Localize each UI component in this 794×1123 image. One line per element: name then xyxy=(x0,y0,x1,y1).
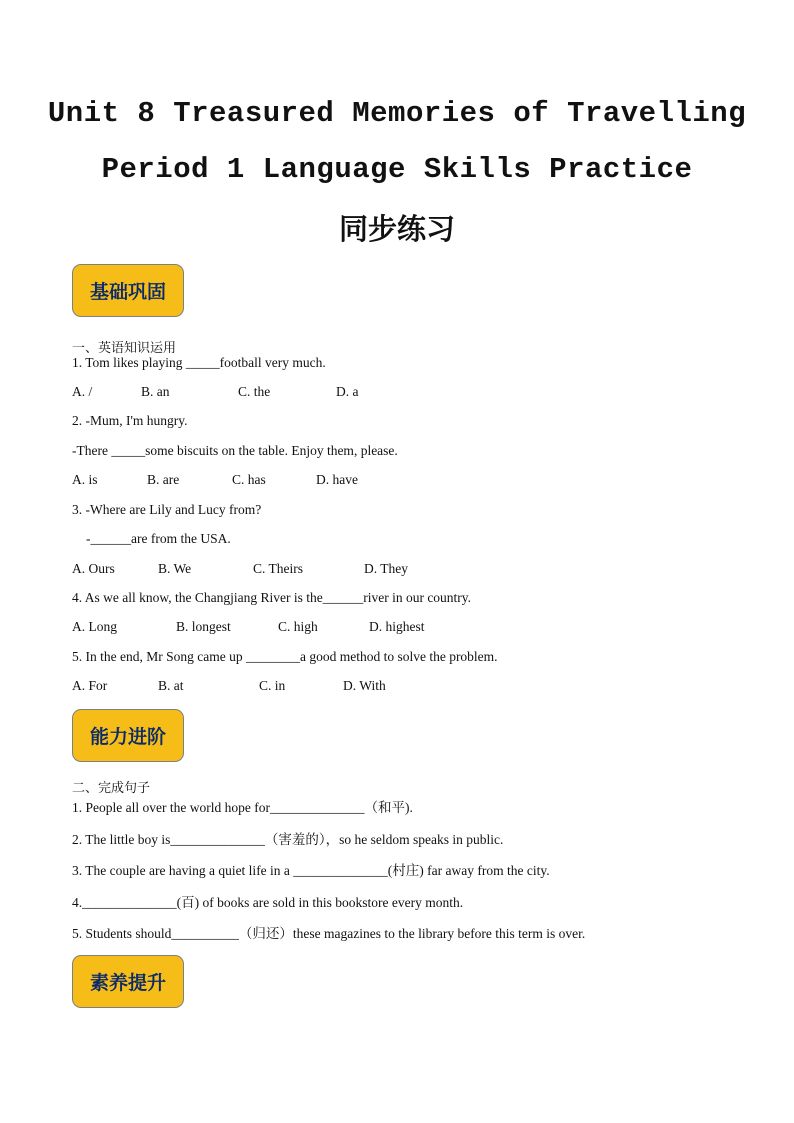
option-a: A. is xyxy=(72,472,98,487)
option-c: C. in xyxy=(259,678,286,693)
option-b: B. an xyxy=(141,384,170,399)
sentence-2: 2. The little boy is______________（害羞的），so he seldom speaks in public. xyxy=(72,832,504,847)
badge-advanced: 能力进阶 xyxy=(72,709,184,762)
option-d: D. have xyxy=(316,472,358,487)
option-a: A. / xyxy=(72,384,93,399)
section2-heading: 二、完成句子 xyxy=(72,781,151,796)
option-d: D. They xyxy=(364,561,408,576)
sentence-5: 5. Students should__________（归还）these magazines to the library before this term is over. xyxy=(72,926,586,941)
question-3-stem-reply: -______are from the USA. xyxy=(86,531,231,546)
option-c: C. has xyxy=(232,472,266,487)
option-d: D. highest xyxy=(369,619,425,634)
badge-basic: 基础巩固 xyxy=(72,264,184,317)
option-b: B. at xyxy=(158,678,184,693)
question-4-stem: 4. As we all know, the Changjiang River is the______river in our country. xyxy=(72,590,472,605)
option-a: A. For xyxy=(72,678,108,693)
option-c: C. high xyxy=(278,619,318,634)
sentence-4: 4.______________(百) of books are sold in this bookstore every month. xyxy=(72,895,464,910)
question-5-stem: 5. In the end, Mr Song came up ________a good method to solve the problem. xyxy=(72,649,498,664)
option-b: B. longest xyxy=(176,619,231,634)
option-b: B. We xyxy=(158,561,192,576)
sentence-1: 1. People all over the world hope for______________（和平). xyxy=(72,800,413,815)
option-c: C. Theirs xyxy=(253,561,303,576)
question-2-stem: 2. -Mum, I'm hungry. xyxy=(72,413,188,428)
option-c: C. the xyxy=(238,384,271,399)
title-line-1: Unit 8 Treasured Memories of Travelling xyxy=(47,97,747,130)
option-d: D. a xyxy=(336,384,359,399)
option-a: A. Long xyxy=(72,619,117,634)
badge-literacy: 素养提升 xyxy=(72,955,184,1008)
option-b: B. are xyxy=(147,472,180,487)
option-a: A. Ours xyxy=(72,561,115,576)
question-1-stem: 1. Tom likes playing _____football very much. xyxy=(72,355,326,370)
question-3-stem: 3. -Where are Lily and Lucy from? xyxy=(72,502,262,517)
section1-heading: 一、英语知识运用 xyxy=(72,341,177,356)
option-d: D. With xyxy=(343,678,386,693)
question-2-stem-reply: -There _____some biscuits on the table. Enjoy them, please. xyxy=(72,443,398,458)
sentence-3: 3. The couple are having a quiet life in a ______________(村庄) far away from the city. xyxy=(72,863,550,878)
title-line-2: Period 1 Language Skills Practice xyxy=(101,153,693,186)
title-chinese: 同步练习 xyxy=(338,212,455,246)
